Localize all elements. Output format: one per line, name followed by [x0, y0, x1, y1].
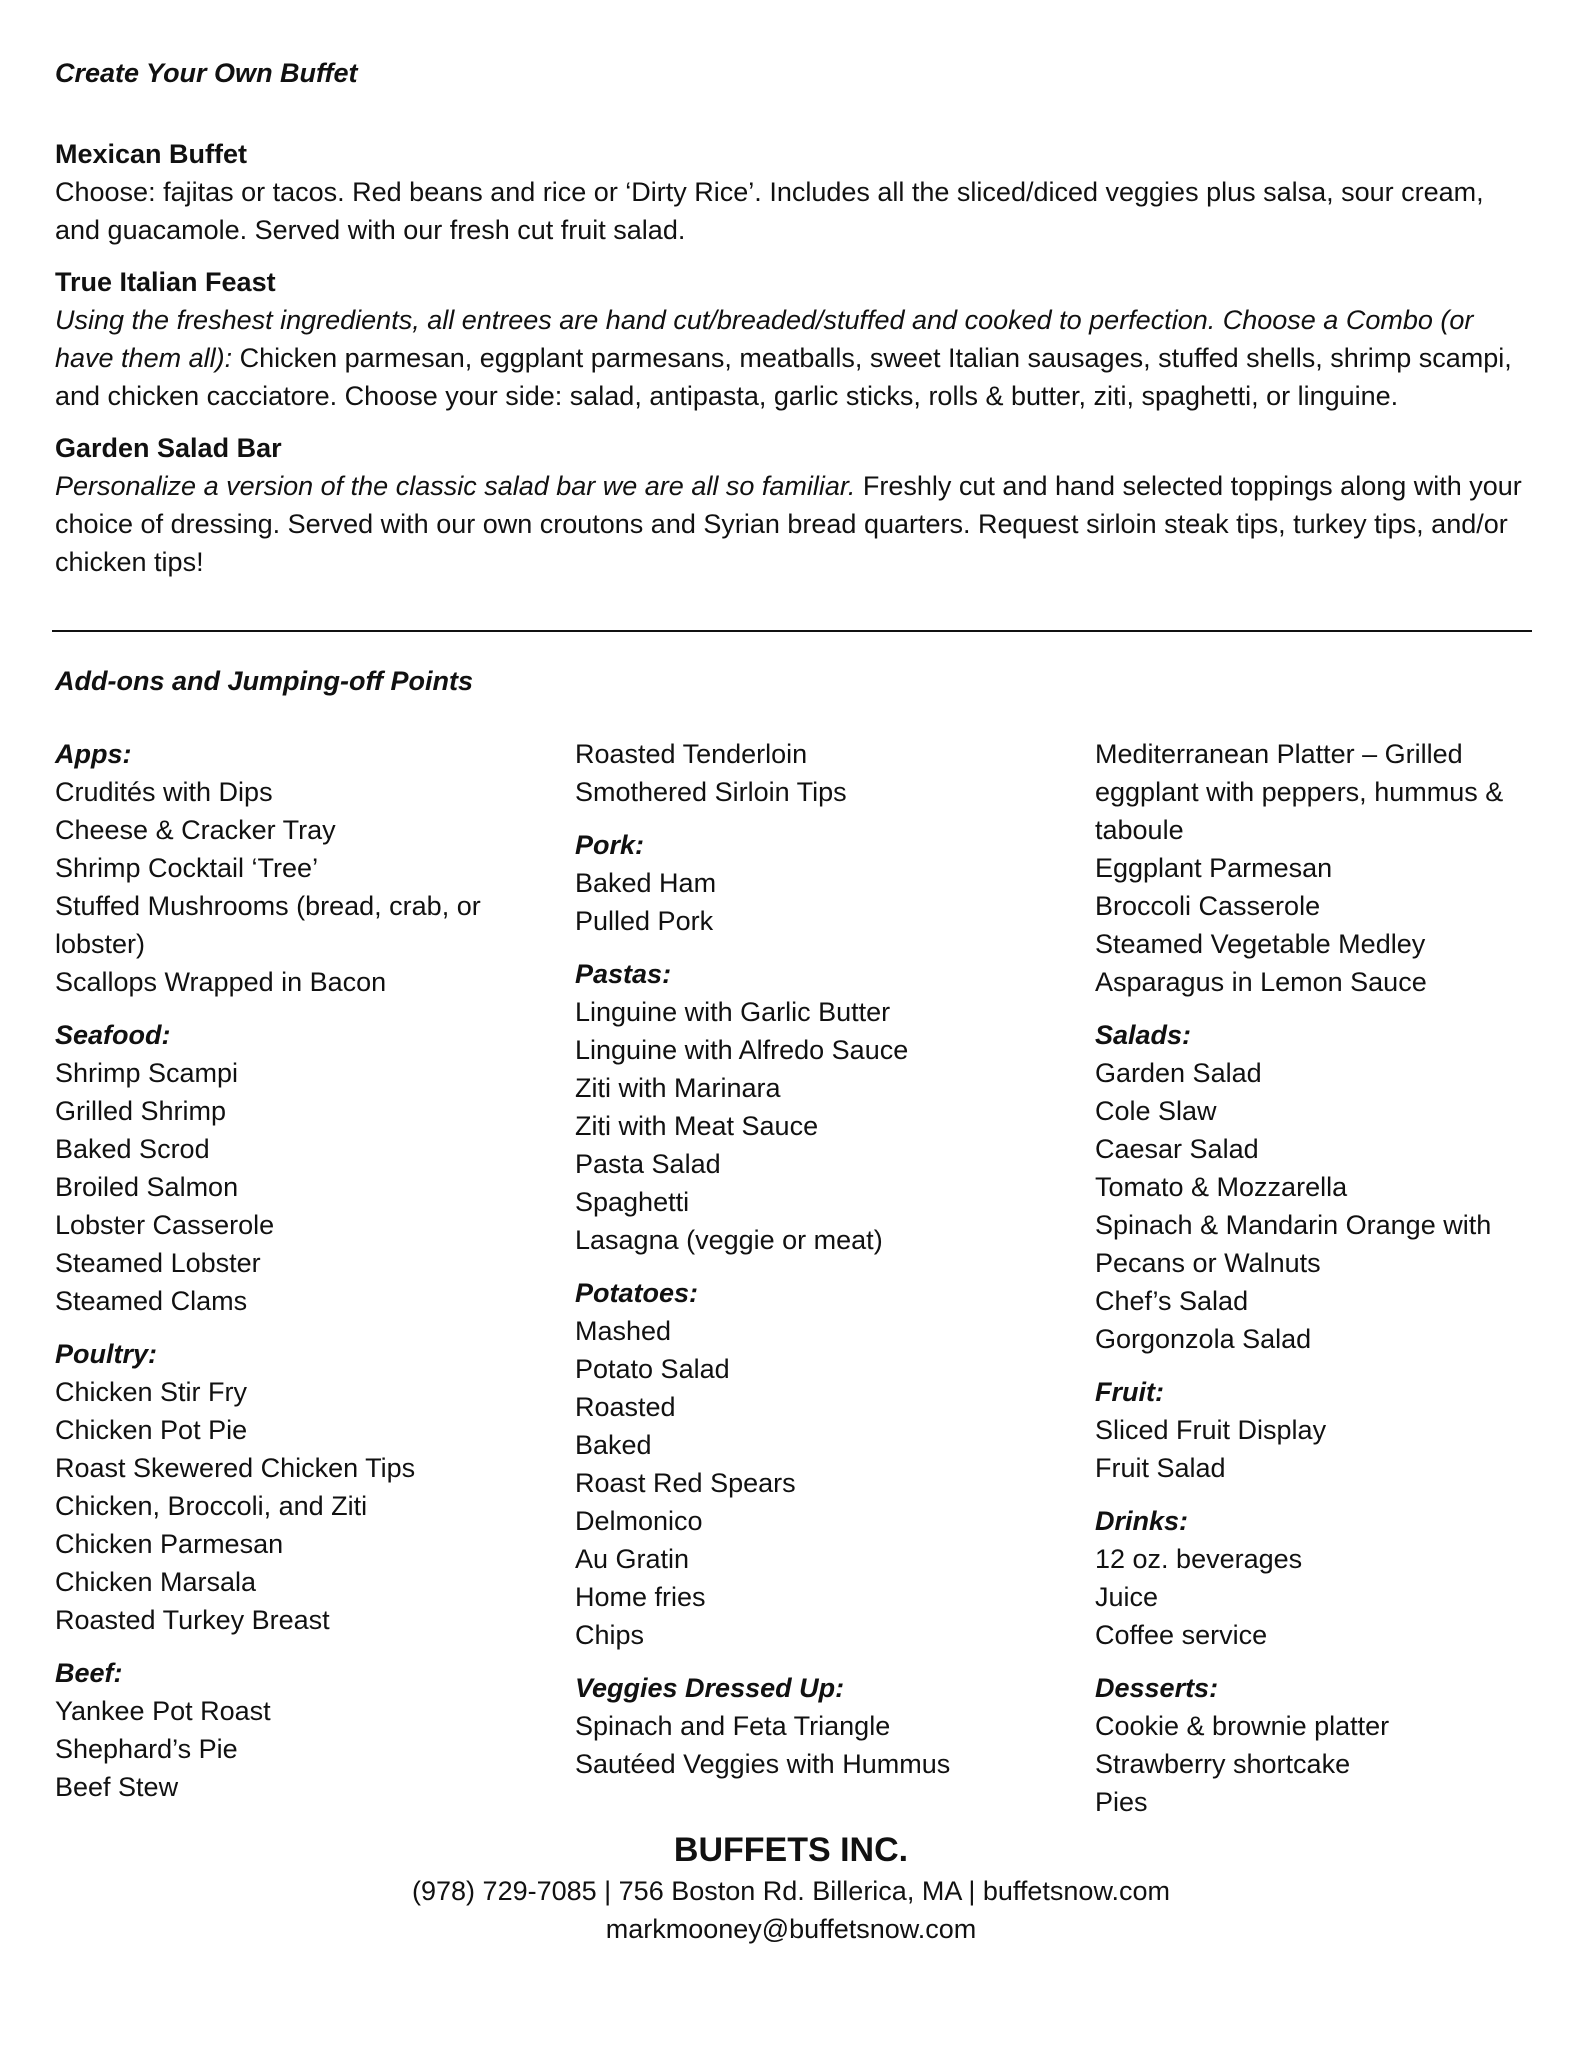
menu-item: Garden Salad: [1095, 1058, 1262, 1088]
buffet-description-text: Choose: fajitas or tacos. Red beans and rice or ‘Dirty Rice’. Includes all the sliced/diced veggies plus salsa, sour cream, and guacamole. Served with our fresh cut fruit salad.: [55, 177, 1484, 245]
menu-item: Baked: [575, 1430, 652, 1460]
menu-item: Roasted Turkey Breast: [55, 1605, 330, 1635]
menu-item: Roast Skewered Chicken Tips: [55, 1453, 416, 1483]
menu-column-3: [1095, 735, 1540, 1836]
buffet-italian: [55, 263, 1535, 415]
group-title: Potatoes:: [575, 1278, 699, 1308]
buffet-list: [55, 135, 1535, 595]
menu-item: Mashed: [575, 1316, 672, 1346]
menu-item: Shrimp Scampi: [55, 1058, 239, 1088]
menu-item: Chicken Marsala: [55, 1567, 257, 1597]
buffet-name: Garden Salad Bar: [55, 433, 282, 463]
group-title: Beef:: [55, 1658, 123, 1688]
menu-column-1: [55, 735, 515, 1821]
buffet-intro: Using the freshest ingredients, all entrees are hand cut/breaded/stuffed and cooked to perfection. Choose a Combo (or have them all):: [55, 305, 1474, 373]
company-name: BUFFETS INC.: [673, 1831, 909, 1869]
menu-item: Eggplant Parmesan: [1095, 853, 1333, 883]
menu-group-veggies-continued: [1095, 735, 1540, 1001]
menu-item: Caesar Salad: [1095, 1134, 1259, 1164]
menu-item: Steamed Vegetable Medley: [1095, 929, 1426, 959]
menu-group-fruit: [1095, 1373, 1540, 1487]
menu-item: Linguine with Alfredo Sauce: [575, 1035, 909, 1065]
menu-item: Sliced Fruit Display: [1095, 1415, 1327, 1445]
email-address: markmooney@buffetsnow.com: [605, 1914, 977, 1944]
menu-item: Steamed Lobster: [55, 1248, 261, 1278]
menu-item: Roasted: [575, 1392, 676, 1422]
menu-item: Chicken Stir Fry: [55, 1377, 248, 1407]
group-title: Apps:: [55, 739, 132, 769]
menu-item: Coffee service: [1095, 1620, 1268, 1650]
menu-item: Broccoli Casserole: [1095, 891, 1321, 921]
menu-item: Potato Salad: [575, 1354, 730, 1384]
group-title: Pastas:: [575, 959, 672, 989]
menu-item: Asparagus in Lemon Sauce: [1095, 967, 1427, 997]
menu-item: Grilled Shrimp: [55, 1096, 227, 1126]
menu-item: Broiled Salmon: [55, 1172, 239, 1202]
menu-item: Chicken Pot Pie: [55, 1415, 248, 1445]
menu-item: Shephard’s Pie: [55, 1734, 238, 1764]
menu-item: Smothered Sirloin Tips: [575, 777, 847, 807]
buffet-salad-bar: [55, 429, 1535, 581]
menu-item: Ziti with Meat Sauce: [575, 1111, 819, 1141]
buffet-description: [55, 301, 1535, 415]
menu-item: Fruit Salad: [1095, 1453, 1226, 1483]
menu-item: Crudités with Dips: [55, 777, 273, 807]
menu-item: Shrimp Cocktail ‘Tree’: [55, 853, 319, 883]
menu-item: Stuffed Mushrooms (bread, crab, or lobster): [55, 891, 481, 959]
menu-item: Baked Ham: [575, 868, 717, 898]
menu-group-salads: [1095, 1016, 1540, 1358]
menu-item: Cole Slaw: [1095, 1096, 1217, 1126]
menu-item: Cheese & Cracker Tray: [55, 815, 336, 845]
menu-item: Au Gratin: [575, 1544, 690, 1574]
menu-item: Pies: [1095, 1787, 1148, 1817]
group-title: Fruit:: [1095, 1377, 1164, 1407]
menu-item: Home fries: [575, 1582, 706, 1612]
menu-item: Pasta Salad: [575, 1149, 721, 1179]
menu-item: Spaghetti: [575, 1187, 690, 1217]
group-title: Poultry:: [55, 1339, 158, 1369]
addons-title: Add-ons and Jumping-off Points: [55, 666, 473, 696]
menu-group-seafood: [55, 1016, 515, 1320]
menu-item: Juice: [1095, 1582, 1159, 1612]
menu-item: Spinach and Feta Triangle: [575, 1711, 891, 1741]
menu-item: Roasted Tenderloin: [575, 739, 808, 769]
menu-item: Spinach & Mandarin Orange with Pecans or Walnuts: [1095, 1210, 1492, 1278]
divider: [52, 630, 1532, 632]
contact-line: (978) 729-7085 | 756 Boston Rd. Billerica, MA | buffetsnow.com: [412, 1876, 1170, 1906]
menu-item: Roast Red Spears: [575, 1468, 796, 1498]
menu-group-poultry: [55, 1335, 515, 1639]
menu-item: Chef’s Salad: [1095, 1286, 1249, 1316]
menu-item: Strawberry shortcake: [1095, 1749, 1351, 1779]
menu-item: Steamed Clams: [55, 1286, 248, 1316]
menu-item: Chicken, Broccoli, and Ziti: [55, 1491, 368, 1521]
menu-item: Cookie & brownie platter: [1095, 1711, 1390, 1741]
page-title: Create Your Own Buffet: [55, 58, 358, 88]
menu-group-pork: [575, 826, 1035, 940]
footer: [0, 1828, 1582, 1948]
menu-item: Delmonico: [575, 1506, 703, 1536]
menu-item: Beef Stew: [55, 1772, 179, 1802]
menu-group-desserts: [1095, 1669, 1540, 1821]
menu-item: Yankee Pot Roast: [55, 1696, 271, 1726]
buffet-description-text: Chicken parmesan, eggplant parmesans, meatballs, sweet Italian sausages, stuffed shells, shrimp scampi, and chicken cacciatore. Choose your side: salad, antipasta, garlic sticks, rolls & butter, ziti, spaghetti, or linguine.: [55, 343, 1512, 411]
menu-group-apps: [55, 735, 515, 1001]
menu-group-pastas: [575, 955, 1035, 1259]
group-title: Seafood:: [55, 1020, 171, 1050]
menu-column-2: [575, 735, 1035, 1798]
menu-item: Baked Scrod: [55, 1134, 210, 1164]
menu-item: Chips: [575, 1620, 645, 1650]
group-title: Desserts:: [1095, 1673, 1219, 1703]
menu-item: Tomato & Mozzarella: [1095, 1172, 1348, 1202]
menu-item: Lobster Casserole: [55, 1210, 275, 1240]
buffet-mexican: [55, 135, 1535, 249]
group-title: Pork:: [575, 830, 645, 860]
menu-item: Ziti with Marinara: [575, 1073, 781, 1103]
menu-item: Scallops Wrapped in Bacon: [55, 967, 387, 997]
menu-group-beef: [55, 1654, 515, 1806]
buffet-name: Mexican Buffet: [55, 139, 248, 169]
menu-group-beef-continued: [575, 735, 1035, 811]
group-title: Drinks:: [1095, 1506, 1189, 1536]
group-title: Veggies Dressed Up:: [575, 1673, 845, 1703]
group-title: Salads:: [1095, 1020, 1192, 1050]
menu-group-veggies: [575, 1669, 1035, 1783]
buffet-description-text: Freshly cut and hand selected toppings along with your choice of dressing. Served with our own croutons and Syrian bread quarters. Request sirloin steak tips, turkey tips, and/or chicken tips!: [55, 471, 1522, 577]
menu-item: Gorgonzola Salad: [1095, 1324, 1312, 1354]
menu-item: Lasagna (veggie or meat): [575, 1225, 883, 1255]
buffet-description: [55, 467, 1535, 581]
buffet-intro: Personalize a version of the classic salad bar we are all so familiar.: [55, 471, 856, 501]
menu-group-drinks: [1095, 1502, 1540, 1654]
menu-item: Chicken Parmesan: [55, 1529, 284, 1559]
menu-group-potatoes: [575, 1274, 1035, 1654]
menu-item: 12 oz. beverages: [1095, 1544, 1303, 1574]
menu-item: Linguine with Garlic Butter: [575, 997, 891, 1027]
buffet-name: True Italian Feast: [55, 267, 276, 297]
menu-item: Pulled Pork: [575, 906, 714, 936]
menu-item: Sautéed Veggies with Hummus: [575, 1749, 951, 1779]
buffet-description: [55, 173, 1535, 249]
menu-item: Mediterranean Platter – Grilled eggplant with peppers, hummus & taboule: [1095, 739, 1504, 845]
